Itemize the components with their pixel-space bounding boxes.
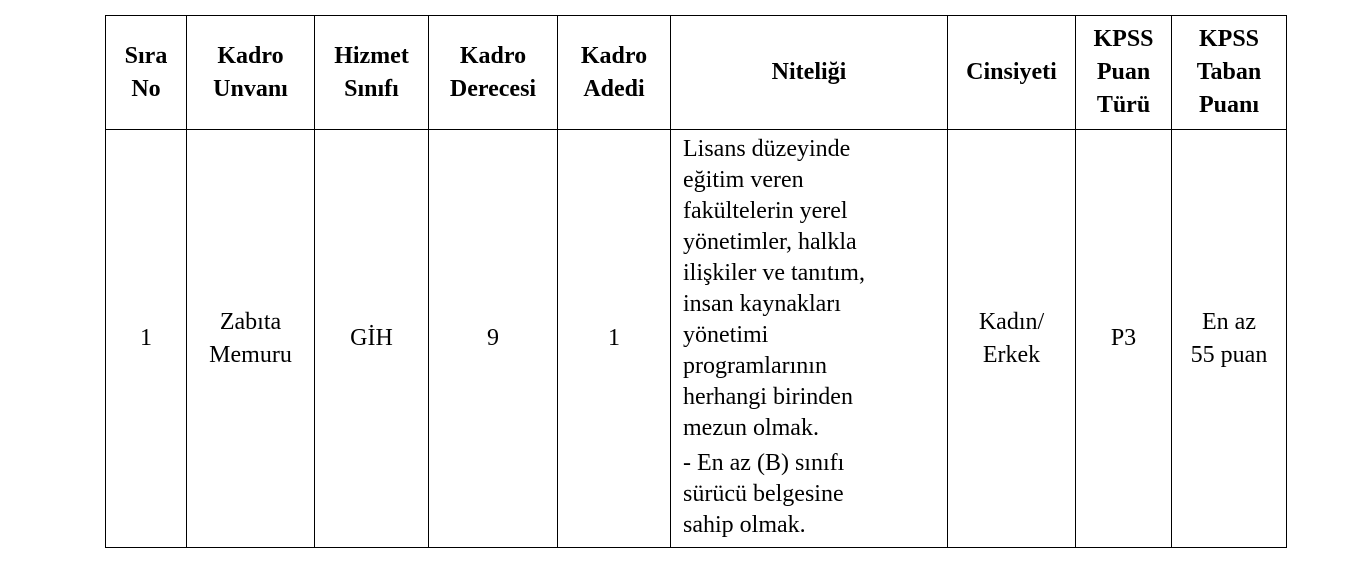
cell-kpss-taban-puani: En az 55 puan	[1172, 130, 1287, 548]
cell-niteligi	[671, 130, 948, 548]
header-kadro-derecesi: Kadro Derecesi	[429, 16, 558, 130]
header-kpss-puan-turu: KPSS Puan Türü	[1076, 16, 1172, 130]
header-kadro-unvani: Kadro Unvanı	[187, 16, 315, 130]
cell-kpss-puan-turu: P3	[1076, 130, 1172, 548]
header-hizmet-sinifi: Hizmet Sınıfı	[315, 16, 429, 130]
cell-kadro-adedi: 1	[558, 130, 671, 548]
header-sira-no: Sıra No	[106, 16, 187, 130]
header-cinsiyeti: Cinsiyeti	[948, 16, 1076, 130]
cell-hizmet-sinifi: GİH	[315, 130, 429, 548]
qualification-license: - En az (B) sınıfı sürücü belgesine sahip olmak.	[683, 450, 845, 538]
header-row	[106, 16, 1287, 130]
table-row	[106, 130, 1287, 548]
cell-kadro-derecesi: 9	[429, 130, 558, 548]
header-kpss-taban-puani: KPSS Taban Puanı	[1172, 16, 1287, 130]
staff-position-table	[105, 15, 1287, 548]
header-kadro-adedi: Kadro Adedi	[558, 16, 671, 130]
header-niteligi: Niteliği	[671, 16, 948, 130]
cell-cinsiyeti: Kadın/ Erkek	[948, 130, 1076, 548]
qualification-education: Lisans düzeyinde eğitim veren fakültelerin yerel yönetimler, halkla ilişkiler ve tanıtım, insan kaynakları yönetimi programlarının herhangi birinden mezun olmak.	[683, 136, 865, 441]
cell-sira-no: 1	[106, 130, 187, 548]
cell-kadro-unvani: Zabıta Memuru	[187, 130, 315, 548]
